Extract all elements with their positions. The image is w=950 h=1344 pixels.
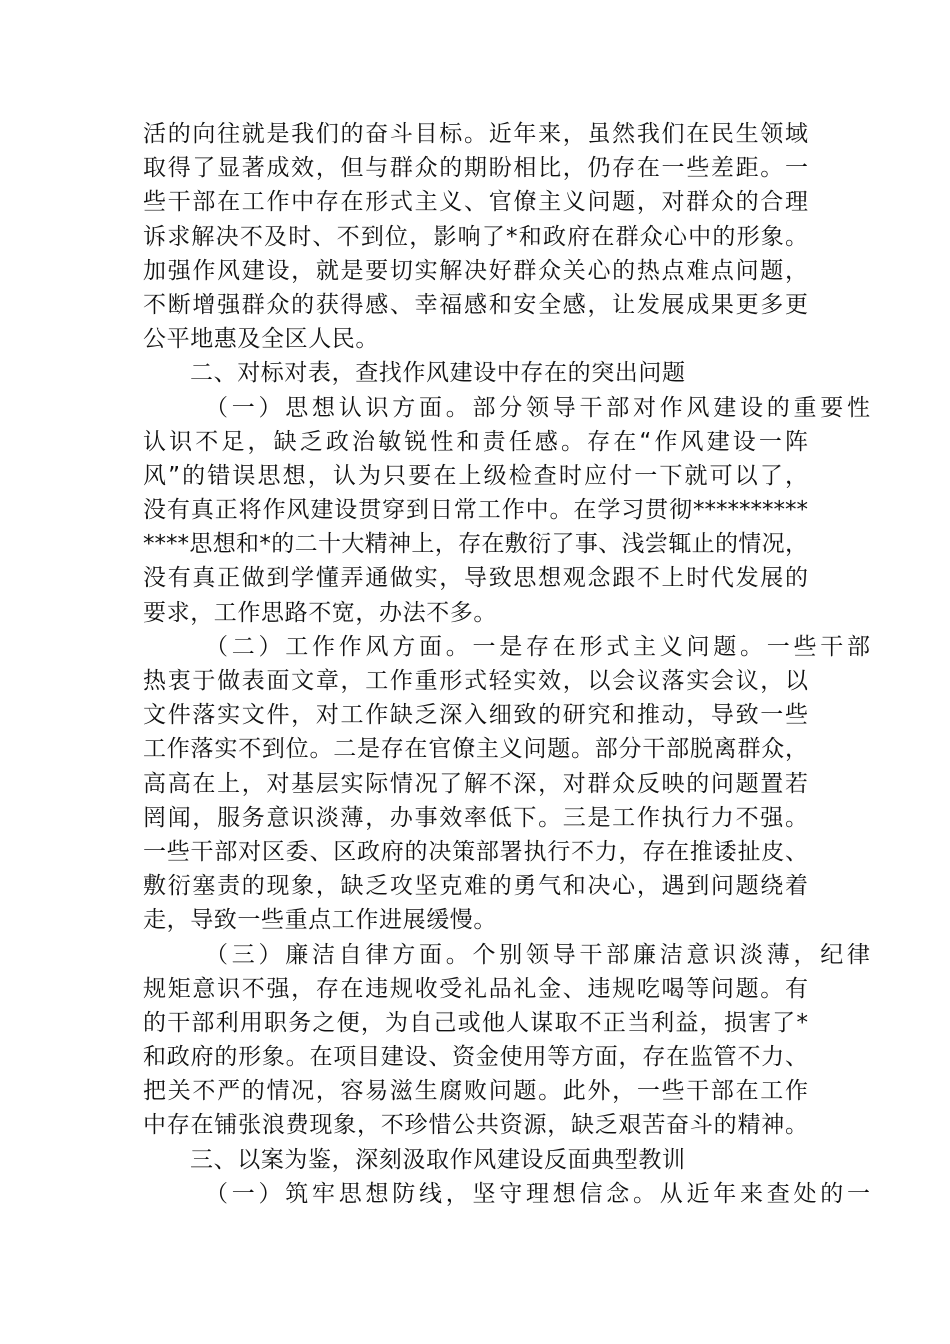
text-line: 的干部利用职务之便，为自己或他人谋取不正当利益，损害了* (143, 1009, 808, 1036)
text-line: 活的向往就是我们的奋斗目标。近年来，虽然我们在民生领域 (143, 121, 808, 147)
text-line: 和政府的形象。在项目建设、资金使用等方面，存在监管不力、 (143, 1044, 808, 1071)
text-line: 加强作风建设，就是要切实解决好群众关心的热点难点问题， (143, 257, 808, 284)
text-line: 取得了显著成效，但与群众的期盼相比，仍存在一些差距。一 (143, 155, 808, 182)
text-line: 二、对标对表，查找作风建设中存在的突出问题 (190, 360, 686, 387)
text-line: 三、以案为鉴，深刻汲取作风建设反面典型教训 (190, 1146, 686, 1173)
text-line: 高高在上，对基层实际情况了解不深，对群众反映的问题置若 (143, 770, 808, 797)
text-line: （三）廉洁自律方面。个别领导干部廉洁意识淡薄，纪律 (205, 941, 870, 968)
text-line: 没有真正将作风建设贯穿到日常工作中。在学习贯彻********** (143, 497, 808, 524)
text-line: （二）工作作风方面。一是存在形式主义问题。一些干部 (205, 633, 870, 660)
text-line: （一）筑牢思想防线，坚守理想信念。从近年来查处的一 (205, 1180, 870, 1207)
text-line: 走，导致一些重点工作进展缓慢。 (143, 907, 497, 934)
document-body (143, 117, 870, 1211)
text-line: 要求，工作思路不宽，办法不多。 (143, 599, 497, 626)
text-line: 公平地惠及全区人民。 (143, 326, 379, 353)
text-line: 一些干部对区委、区政府的决策部署执行不力，存在推诿扯皮、 (143, 838, 808, 865)
text-line: 热衷于做表面文章，工作重形式轻实效，以会议落实会议，以 (143, 668, 808, 694)
text-line: 把关不严的情况，容易滋生腐败问题。此外，一些干部在工作 (143, 1078, 808, 1105)
text-line: 不断增强群众的获得感、幸福感和安全感，让发展成果更多更 (143, 291, 808, 318)
text-line: 没有真正做到学懂弄通做实，导致思想观念跟不上时代发展的 (143, 565, 808, 592)
text-line: 文件落实文件，对工作缺乏深入细致的研究和推动，导致一些 (143, 702, 808, 729)
text-line: 风”的错误思想，认为只要在上级检查时应付一下就可以了， (143, 462, 808, 489)
text-line: 工作落实不到位。二是存在官僚主义问题。部分干部脱离群众， (143, 736, 808, 763)
text-line: 些干部在工作中存在形式主义、官僚主义问题，对群众的合理 (143, 189, 808, 216)
text-line: 敷衍塞责的现象，缺乏攻坚克难的勇气和决心，遇到问题绕着 (143, 873, 808, 900)
text-line: 中存在铺张浪费现象，不珍惜公共资源，缺乏艰苦奋斗的精神。 (143, 1112, 808, 1139)
text-line: 规矩意识不强，存在违规收受礼品礼金、违规吃喝等问题。有 (143, 975, 808, 1002)
text-line: 认识不足，缺乏政治敏锐性和责任感。存在“作风建设一阵 (143, 428, 808, 455)
text-line: 罔闻，服务意识淡薄，办事效率低下。三是工作执行力不强。 (143, 804, 808, 831)
text-line: （一）思想认识方面。部分领导干部对作风建设的重要性 (205, 394, 870, 421)
text-line: ****思想和*的二十大精神上，存在敷衍了事、浅尝辄止的情况， (143, 531, 808, 558)
text-line: 诉求解决不及时、不到位，影响了*和政府在群众心中的形象。 (143, 223, 808, 250)
